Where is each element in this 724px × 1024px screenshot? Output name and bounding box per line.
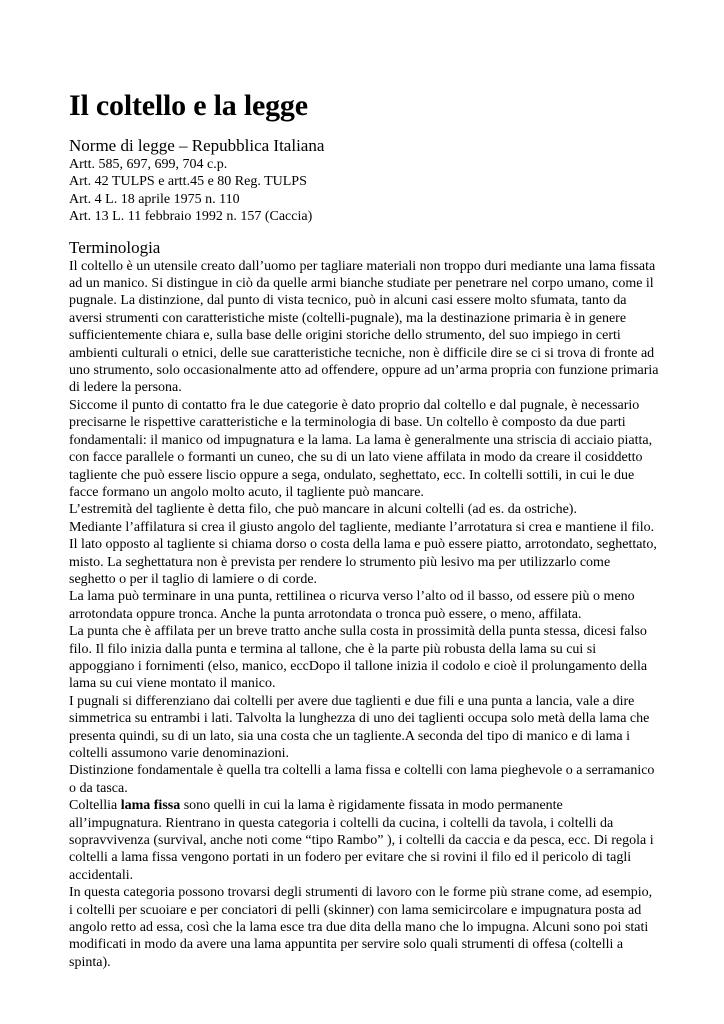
norms-section [69, 136, 659, 226]
fixed-blade-paragraph [69, 797, 659, 884]
document-page [69, 88, 659, 971]
body-paragraph: L’estremità del tagliente è detta filo, che può mancare in alcuni coltelli (ad es. da ostriche). [69, 502, 577, 518]
law-reference: Art. 42 TULPS e artt.45 e 80 Reg. TULPS [69, 174, 307, 190]
law-reference: Art. 13 L. 11 febbraio 1992 n. 157 (Caccia) [69, 209, 313, 225]
body-paragraph: Il coltello è un utensile creato dall’uomo per tagliare materiali non troppo duri mediante una lama fissata ad un manico. Si distingue in ciò da quelle armi bianche studiate per penetrare nel corpo umano, come il pugnale. La distinzione, dal punto di vista tecnico, può in alcuni casi essere molto sfumata, tanto da aversi strumenti con caratteristiche miste (coltelli-pugnale), ma la destinazione primaria è in genere sufficientemente chiara e, sulla base delle origini storiche dello strumento, del suo impiego in certi ambienti culturali o etnici, delle sue caratteristiche tecniche, non è difficile dire se ci si trova di fronte ad uno strumento, solo occasionalmente atto ad offendere, oppure ad un’arma propria con funzione primaria di ledere la persona. [69, 258, 659, 396]
body-paragraph: Siccome il punto di contatto fra le due categorie è dato proprio dal coltello e dal pugnale, è necessario precisarne le rispettive caratteristiche e la terminologia di base. Un coltello è composto da due parti fondamentali: il manico od impugnatura e la lama. La lama è generalmente una striscia di acciaio piatta, con facce parallele o formanti un cuneo, che su di un lato viene affilata in modo da creare il cosiddetto tagliente che può essere liscio oppure a sega, ondulato, seghettato, ecc. In coltelli sottili, in cui le due facce formano un angolo molto acuto, il tagliente può mancare. [69, 397, 653, 500]
fixed-blade-term: lama fissa [120, 798, 181, 814]
body-paragraph: La punta che è affilata per un breve tratto anche sulla costa in prossimità della punta stessa, dicesi falso filo. Il filo inizia dalla punta e termina al tallone, che è la parte più robusta della lama su cui si appoggiano i fornimenti (elso, manico, eccDopo il tallone inizia il codolo e cioè il prolungamento della lama su cui viene montato il manico. [69, 624, 648, 692]
body-paragraph: Mediante l’affilatura si crea il giusto angolo del tagliente, mediante l’arrotatura si crea e mantiene il filo. Il lato opposto al tagliente si chiama dorso o costa della lama e può essere piatto, arrotondato, seghettato, misto. La seghettatura non è prevista per rendere lo strumento più lesivo ma per utilizzarlo come seghetto o per il taglio di lamiere o di corde. [69, 519, 657, 587]
law-reference: Artt. 585, 697, 699, 704 c.p. [69, 157, 228, 172]
norms-heading: Norme di legge – Repubblica Italiana [69, 136, 325, 155]
body-paragraph: I pugnali si differenziano dai coltelli per avere due taglienti e due fili e una punta a lancia, vale a dire simmetrica su entrambi i lati. Talvolta la lunghezza di uno dei taglienti occupa solo metà della lama che presenta quindi, su di un lato, sia una costa che un tagliente.A seconda del tipo di manico e di lama i coltelli assumono varie denominazioni. [69, 693, 650, 761]
law-reference: Art. 4 L. 18 aprile 1975 n. 110 [69, 191, 240, 207]
terminology-heading: Terminologia [69, 237, 161, 257]
body-paragraph: Distinzione fondamentale è quella tra coltelli a lama fissa e coltelli con lama pieghevole o a serramanico o da tasca. [69, 763, 655, 796]
fixed-blade-text: sono quelli in cui la lama è rigidamente fissata in modo permanente all’impugnatura. Rientrano in questa categoria i coltelli da cucina, i coltelli da tavola, i coltelli da sopravvivenza (survival, anche noti come “tipo Rambo” ), i coltelli da caccia e da pesca, ecc. Di regola i coltelli a lama fissa vengono portati in un fodero per evitare che si rovini il filo ed il pericolo di tagli accidentali. [69, 798, 654, 883]
body-paragraph: In questa categoria possono trovarsi degli strumenti di lavoro con le forme più strane come, ad esempio, i coltelli per scuoiare e per conciatori di pelli (skinner) con lama semicircolare e impugnatura posta ad angolo retto ad essa, così che la lama esce tra due dita della mano che lo impugna. Alcuni sono poi stati modificati in modo da avere una lama appuntita per servire solo quali strumenti di offesa (coltelli a spinta). [69, 885, 653, 970]
body-paragraph: La lama può terminare in una punta, rettilinea o ricurva verso l’alto od il basso, od essere più o meno arrotondata oppure tronca. Anche la punta arrotondata o tronca può essere, o meno, affilata. [69, 589, 635, 622]
fixed-blade-prefix: Coltellia [69, 798, 121, 814]
document-title: Il coltello e la legge [69, 89, 308, 122]
terminology-section [69, 238, 659, 972]
